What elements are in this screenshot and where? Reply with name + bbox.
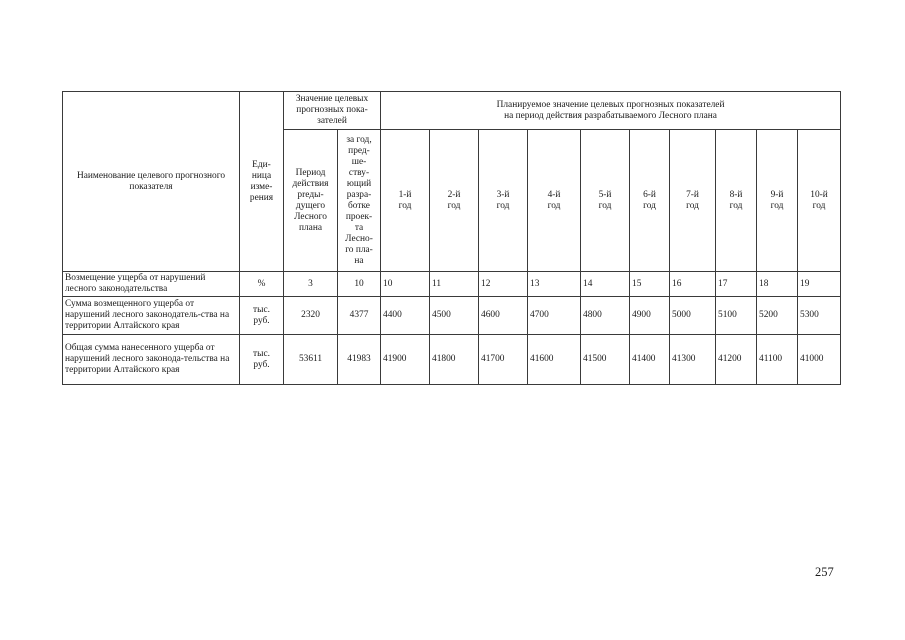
header-year-2: 2-й год bbox=[430, 130, 479, 272]
row-indicator-name: Возмещение ущерба от нарушений лесного законодательства bbox=[63, 272, 240, 297]
row-indicator-name: Общая сумма нанесенного ущерба от нарушений лесного законода-тельства на территории Алтайского края bbox=[63, 335, 240, 385]
row-prev-period: 53611 bbox=[284, 335, 338, 385]
row-unit: % bbox=[240, 272, 284, 297]
row-year-value: 41700 bbox=[479, 335, 528, 385]
row-year-value: 4400 bbox=[381, 297, 430, 335]
row-year-value: 41300 bbox=[670, 335, 716, 385]
row-unit: тыс. руб. bbox=[240, 335, 284, 385]
row-prev-period: 2320 bbox=[284, 297, 338, 335]
row-year-value: 41200 bbox=[716, 335, 757, 385]
row-year-value: 18 bbox=[757, 272, 798, 297]
row-year-before: 4377 bbox=[338, 297, 381, 335]
row-year-value: 41000 bbox=[798, 335, 841, 385]
header-year-4: 4-й год bbox=[528, 130, 581, 272]
header-prev-period: Период действия preды- дущего Лесного плана bbox=[284, 130, 338, 272]
header-year-1: 1-й год bbox=[381, 130, 430, 272]
row-year-value: 5100 bbox=[716, 297, 757, 335]
row-year-value: 10 bbox=[381, 272, 430, 297]
table-row bbox=[63, 297, 841, 335]
header-indicator-name: Наименование целевого прогнозного показателя bbox=[63, 92, 240, 272]
header-planned-values: Планируемое значение целевых прогнозных показателей на период действия разрабатываемого Лесного плана bbox=[381, 92, 841, 130]
page-number: 257 bbox=[815, 565, 834, 579]
row-unit: тыс. руб. bbox=[240, 297, 284, 335]
header-year-10: 10-й год bbox=[798, 130, 841, 272]
table-row bbox=[63, 272, 841, 297]
table-row bbox=[63, 335, 841, 385]
row-prev-period: 3 bbox=[284, 272, 338, 297]
row-year-value: 4600 bbox=[479, 297, 528, 335]
row-year-value: 4900 bbox=[630, 297, 670, 335]
row-year-value: 41100 bbox=[757, 335, 798, 385]
header-year-3: 3-й год bbox=[479, 130, 528, 272]
row-year-value: 41600 bbox=[528, 335, 581, 385]
row-year-value: 12 bbox=[479, 272, 528, 297]
row-year-value: 41900 bbox=[381, 335, 430, 385]
header-year-6: 6-й год bbox=[630, 130, 670, 272]
row-year-value: 4700 bbox=[528, 297, 581, 335]
row-year-value: 5300 bbox=[798, 297, 841, 335]
row-year-value: 17 bbox=[716, 272, 757, 297]
forecast-indicators-table bbox=[62, 91, 841, 385]
header-year-before: за год, пред- ше- ству- ющий разра- ботке проек- та Лесно- го пла- на bbox=[338, 130, 381, 272]
row-year-value: 5000 bbox=[670, 297, 716, 335]
row-year-value: 5200 bbox=[757, 297, 798, 335]
header-year-9: 9-й год bbox=[757, 130, 798, 272]
row-indicator-name: Сумма возмещенного ущерба от нарушений лесного законодатель-ства на территории Алтайского края bbox=[63, 297, 240, 335]
row-year-value: 41800 bbox=[430, 335, 479, 385]
row-year-value: 41400 bbox=[630, 335, 670, 385]
row-year-value: 13 bbox=[528, 272, 581, 297]
header-unit: Еди- ница изме- рения bbox=[240, 92, 284, 272]
header-year-8: 8-й год bbox=[716, 130, 757, 272]
row-year-value: 16 bbox=[670, 272, 716, 297]
header-year-7: 7-й год bbox=[670, 130, 716, 272]
row-year-value: 14 bbox=[581, 272, 630, 297]
row-year-value: 15 bbox=[630, 272, 670, 297]
row-year-value: 41500 bbox=[581, 335, 630, 385]
row-year-value: 19 bbox=[798, 272, 841, 297]
row-year-before: 41983 bbox=[338, 335, 381, 385]
row-year-value: 11 bbox=[430, 272, 479, 297]
row-year-value: 4800 bbox=[581, 297, 630, 335]
row-year-before: 10 bbox=[338, 272, 381, 297]
header-year-5: 5-й год bbox=[581, 130, 630, 272]
header-target-values: Значение целевых прогнозных пока- зателей bbox=[284, 92, 381, 130]
row-year-value: 4500 bbox=[430, 297, 479, 335]
